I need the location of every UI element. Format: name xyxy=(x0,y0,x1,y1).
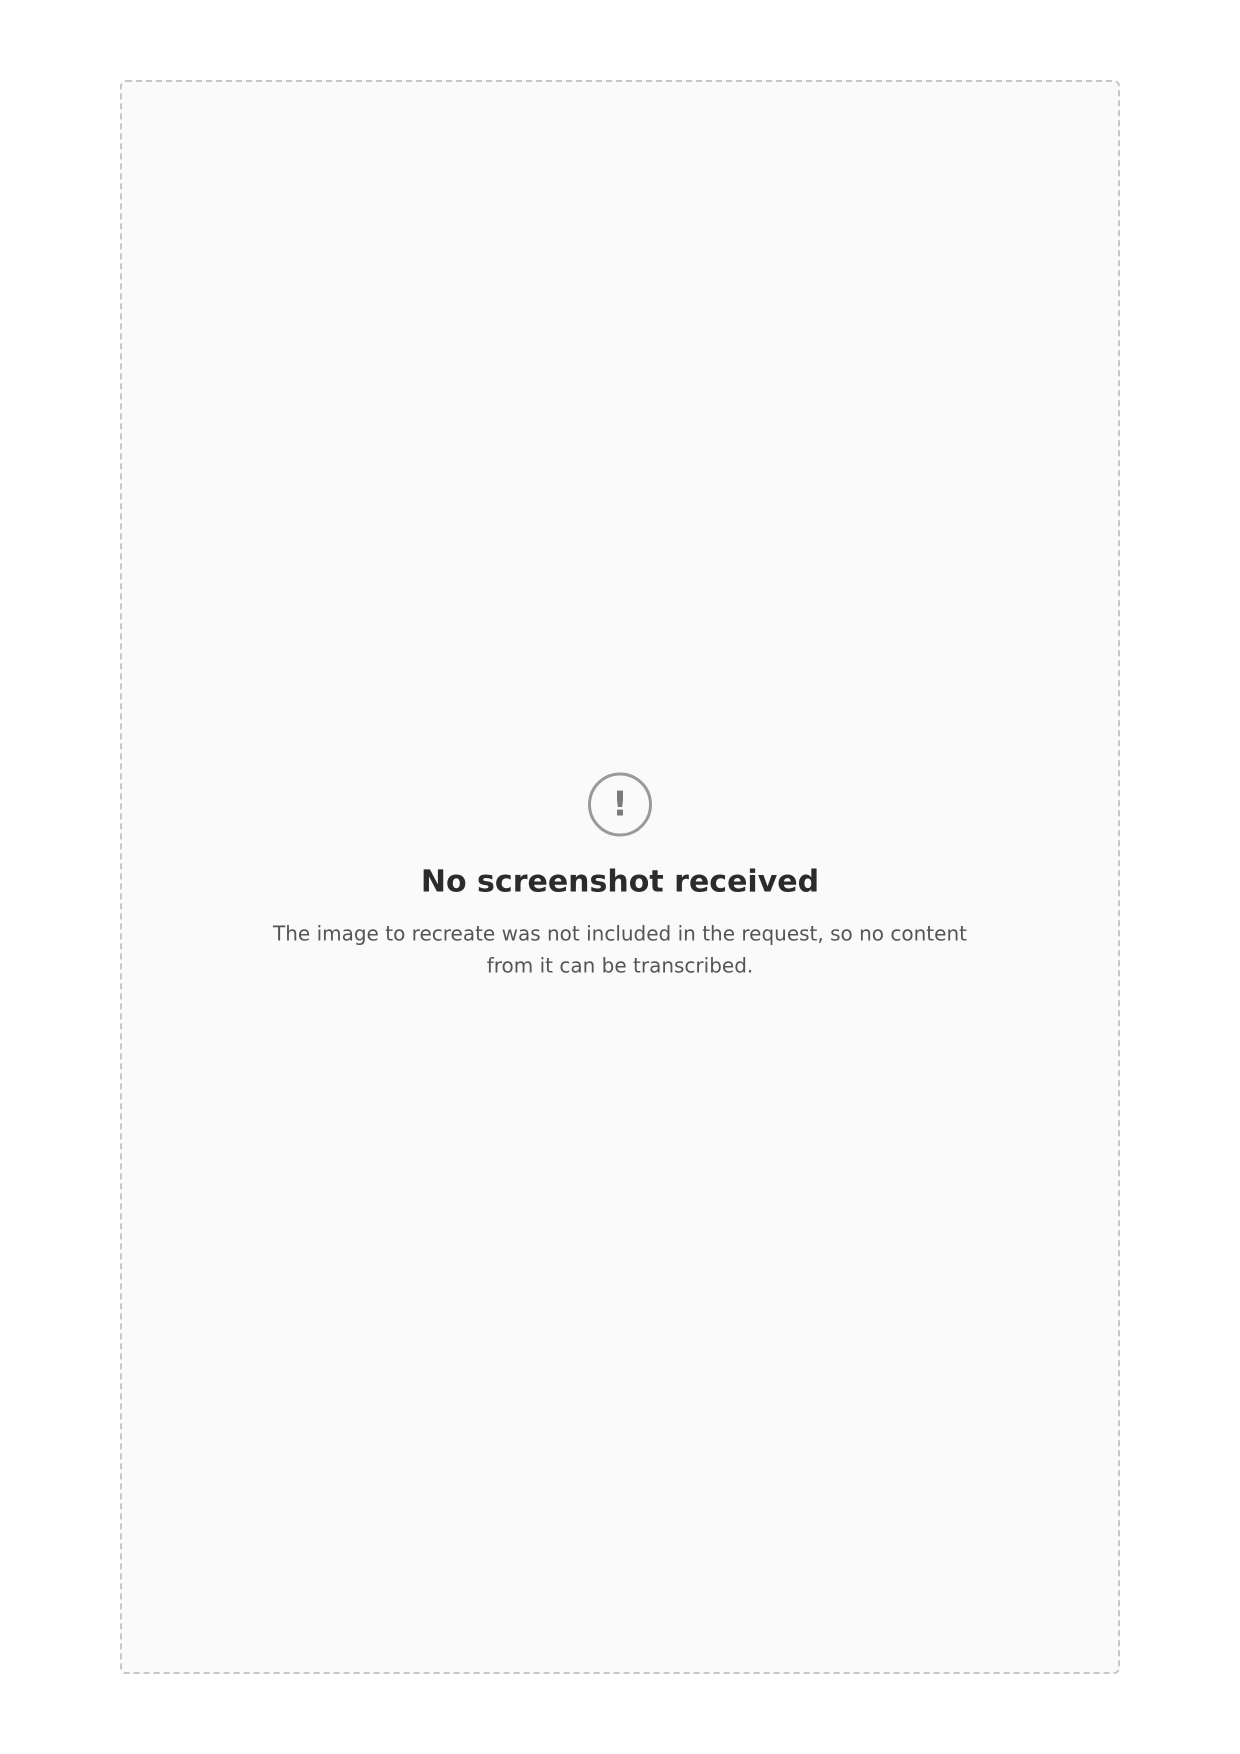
missing-image-icon: ! xyxy=(588,773,652,837)
missing-image-notice xyxy=(260,773,980,982)
empty-frame xyxy=(120,80,1120,1674)
notice-subtitle: The image to recreate was not included in the request, so no content from it can be transcribed. xyxy=(273,921,967,978)
notice-title: No screenshot received xyxy=(420,864,820,900)
